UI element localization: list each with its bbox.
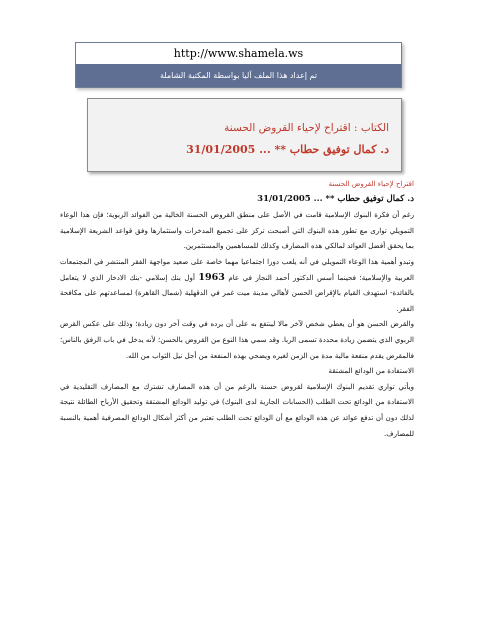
generated-by-banner: تم إعداد هذا الملف آليا بواسطة المكتبة الشاملة [76,64,401,87]
paragraph-2-year: 1963 [198,271,225,283]
paragraph-1: رغم أن فكرة البنوك الإسلامية قامت في الأصل على منطق القروض الحسنة الخالية من الفوائد الربوية؛ فإن هذا الوعاء التمويلي توارى مع تطور هذه البنوك التي أصبحت تركز على تجميع المدخرات واستثمارها وفق قواعد الشريعة الإسلامية بما يحقق أفضل العوائد لمالكي هذه المصارف وكذلك للمساهمين والمستثمرين. [60,210,414,251]
paragraph-2-start: وتبدو أهمية هذا الوعاء التمويلي في أنه يلعب دورا اجتماعيا مهما خاصة على صعيد مواجهة الفقر المنتشر في المجتمعات العربية والإسلامية؛ فحينما أسس الدكتور أحمد النجار في عام [60,256,414,282]
article-heading: اقتراح لإحياء القروض الحسنة [328,179,414,188]
article-byline: د. كمال توفيق حطاب ** ... 31/01/2005 [257,193,414,204]
url-header-box [75,42,402,88]
article-body [60,176,414,441]
paragraph-4: ويأتي تواري تقديم البنوك الإسلامية لقروض حسنة بالرغم من أن هذه المصارف تشترك مع المصارف التقليدية في الاستفادة من الودائع تحت الطلب (الحسابات الجارية لدى البنوك) في توليد الودائع المشتقة وتحقيق الأرباح الطائلة نتيجة لذلك دون أن تدفع عوائد عن هذه الودائع مع أن الودائع تحت الطلب تعتبر من أكثر أشكال الودائع المصرفية أهمية بالنسبة للمصارف. [60,381,414,438]
site-url[interactable]: http://www.shamela.ws [76,43,401,64]
book-title: الكتاب : اقتراح لإحياء القروض الحسنة [224,122,389,134]
paragraph-2 [60,254,414,316]
paragraph-3: والقرض الحسن هو أن يعطي شخص لآخر مالا لينتفع به على أن يرده في وقت آخر دون زيادة؛ وذلك على عكس القرض الربوي الذي يتضمن زيادة محددة تسمى الربا. وقد سمي هذا النوع من القروض بالحسن؛ لأنه يدخل في باب الرفق بالناس؛ فالمقرض يقدم منفعة مالية مدة من الزمن لغيره ويضحي بهذه المنفعة من أجل نيل الثواب من الله. [60,319,414,360]
section-subheading: الاستفادة من الودائع المشتقة [328,366,414,376]
author-date: د. كمال توفيق حطاب ** ... 31/01/2005 [186,143,389,156]
book-title-box [87,98,402,172]
paragraph-2-end: أول بنك إسلامي -بنك الادخار الذي لا يتعامل بالفائدة- استهدف القيام بالإقراض الحسن لأهالي مدينة ميت غمر في الدقهلية (شمال القاهرة) لمساعدتهم على مكافحة الفقر. [60,272,414,313]
